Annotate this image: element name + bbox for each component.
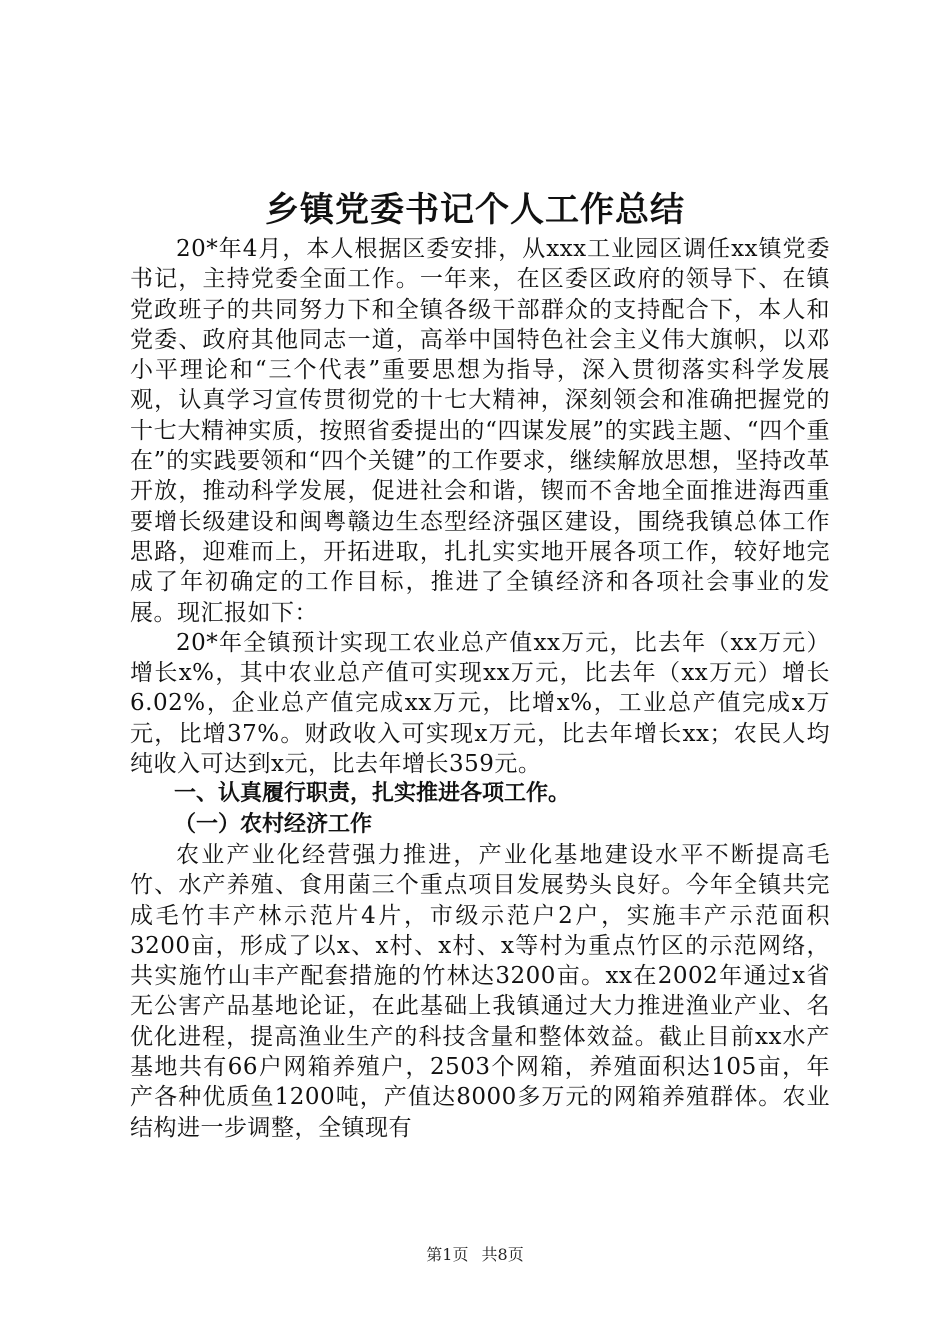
subsection-heading: （一）农村经济工作 [174,811,373,837]
page-number: 第1页 [426,1245,469,1264]
paragraph-intro: 20*年4月，本人根据区委安排，从xxx工业园区调任xx镇党委书记，主持党委全面工作。一年来，在区委区政府的领导下、在镇党政班子的共同努力下和全镇各级干部群众的支持配合下，本人和党委、政府其他同志一道，高举中国特色社会主义伟大旗帜，以邓小平理论和“三个代表”重要思想为指导，深入贯彻落实科学发展观，认真学习宣传贯彻党的十七大精神，深刻领会和准确把握党的十七大精神实质，按照省委提出的“四谋发展”的实践主题、“四个重在”的实践要领和“四个关键”的工作要求，继续解放思想，坚持改革开放，推动科学发展，促进社会和谐，锲而不舍地全面推进海西重要增长级建设和闽粤赣边生态型经济强区建设，围绕我镇总体工作思路，迎难而上，开拓进取，扎扎实实地开展各项工作，较好地完成了年初确定的工作目标，推进了全镇经济和各项社会事业的发展。现汇报如下： [130,236,830,626]
section-heading: 一、认真履行职责，扎实推进各项工作。 [174,781,571,807]
paragraph-statistics: 20*年全镇预计实现工农业总产值xx万元，比去年（xx万元）增长x%，其中农业总产值可实现xx万元，比去年（xx万元）增长6.02%，企业总产值完成xx万元，比增x%，工业总产值完成x万元，比增37%。财政收入可实现x万元，比去年增长xx；农民人均纯收入可达到x元，比去年增长359元。 [130,629,830,778]
document-body [130,234,830,1143]
paragraph-rural-economy: 农业产业化经营强力推进，产业化基地建设水平不断提高毛竹、水产养殖、食用菌三个重点项目发展势头良好。今年全镇共完成毛竹丰产林示范片4片，市级示范户2户，实施丰产示范面积3200亩，形成了以x、x村、x村、x等村为重点竹区的示范网络，共实施竹山丰产配套措施的竹林达3200亩。xx在2002年通过x省无公害产品基地论证，在此基础上我镇通过大力推进渔业产业、名优化进程，提高渔业生产的科技含量和整体效益。截止目前xx水产基地共有66户网箱养殖户，2503个网箱，养殖面积达105亩，年产各种优质鱼1200吨，产值达8000多万元的网箱养殖群体。农业结构进一步调整，全镇现有 [130,841,830,1141]
total-pages: 共8页 [481,1245,524,1264]
document-title: 乡镇党委书记个人工作总结 [265,190,685,230]
page-footer [0,1243,950,1267]
